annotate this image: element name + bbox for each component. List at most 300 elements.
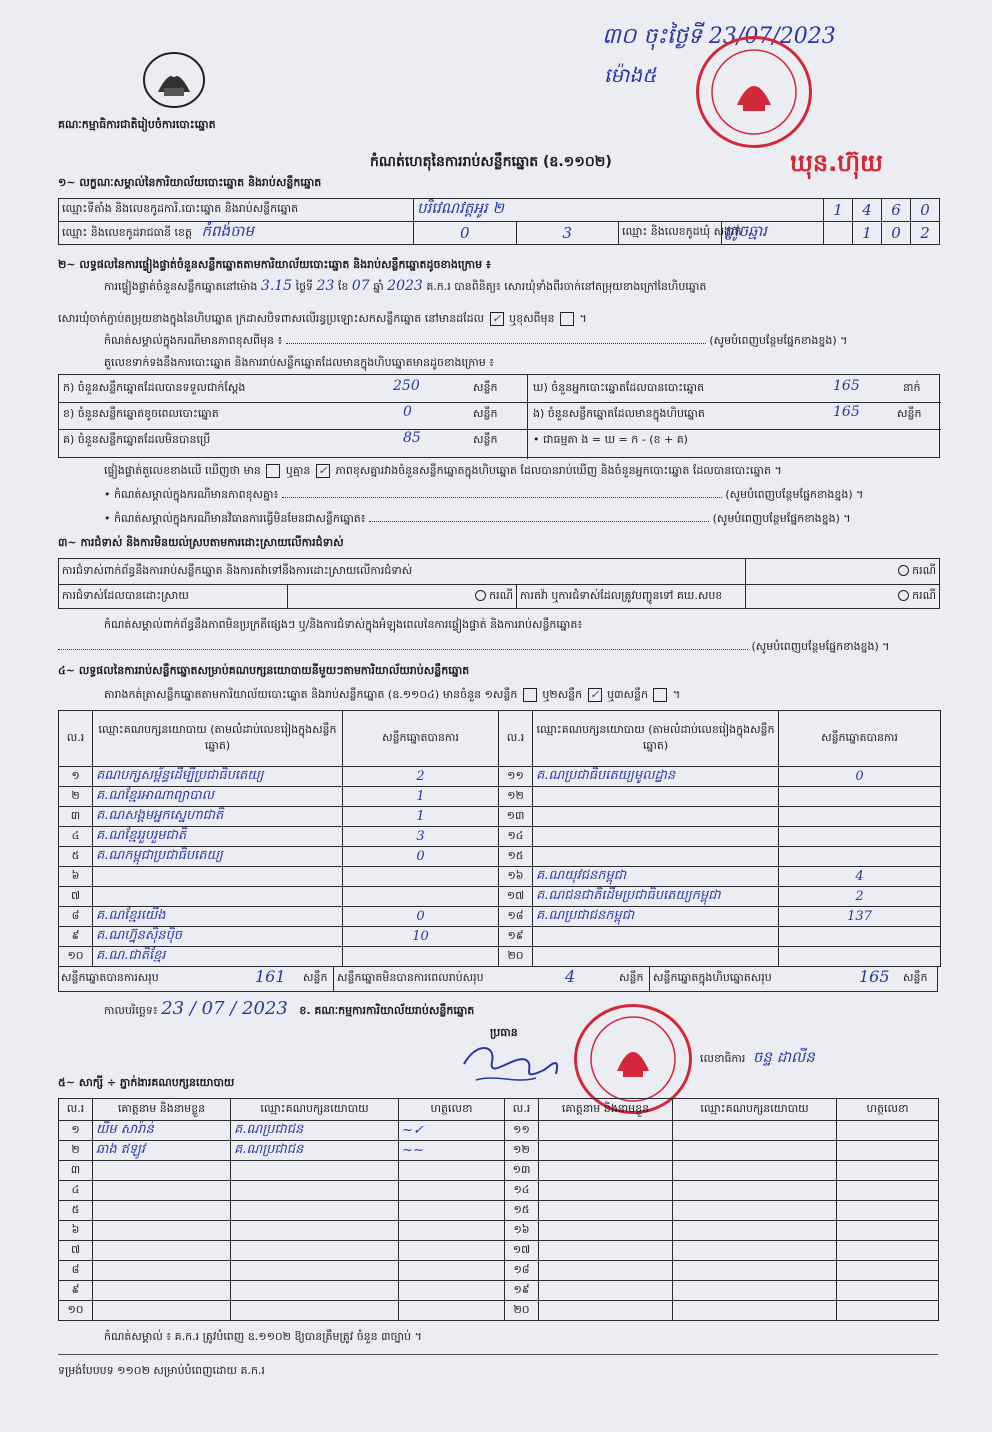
footer-rule	[58, 1354, 938, 1355]
witness-name	[93, 1161, 231, 1181]
row1-digit: 0	[911, 199, 940, 222]
witness-name	[539, 1221, 673, 1241]
row-no: ២	[59, 787, 93, 807]
party-name: គ.ណយុវជនកម្ពុជា	[533, 867, 779, 887]
party-name: គ.ណសង្គមអ្នកស្នេហាជាតិ	[93, 807, 343, 827]
top-handwritten-date: ៣០ ចុះថ្ងៃទី 23/07/2023	[602, 24, 836, 49]
forwarded-case-radio[interactable]	[898, 590, 909, 601]
chair-signature	[456, 1034, 566, 1090]
section2-title: ២~ លទ្ធផលនៃការផ្ទៀងផ្ទាត់ចំនួនសន្លឹកឆ្នោតតាមការិយាល័យបោះឆ្នោត និងរាប់សន្លឹកឆ្នោតដូចខាងក្រោម ៖	[58, 258, 491, 271]
witness-signature	[837, 1121, 939, 1141]
total-box: 165	[859, 967, 890, 986]
col-no: ល.រ	[499, 711, 533, 767]
col-no: ល.រ	[59, 711, 93, 767]
vote-count	[779, 847, 941, 867]
row2-empty-digit	[824, 222, 853, 245]
total-invalid: 4	[565, 967, 576, 986]
row2-label: ឈ្មោះ និងលេខកូដរាជធានី ខេត្ត	[62, 226, 192, 239]
unchanged-checkbox[interactable]: ✓	[490, 312, 504, 326]
row-no: ១១	[505, 1121, 539, 1141]
witness-party	[231, 1261, 399, 1281]
row-no: ១៣	[499, 807, 533, 827]
sheet2-label: ឬ២សន្លឹក	[542, 688, 583, 701]
table-row	[59, 927, 941, 947]
vote-count: 2	[779, 887, 941, 907]
date-value: 23 / 07 / 2023	[161, 998, 288, 1019]
vote-count: 137	[779, 907, 941, 927]
witness-name	[93, 1201, 231, 1221]
witness-signature	[837, 1261, 939, 1281]
witness-signature	[837, 1201, 939, 1221]
section3-note-line	[58, 640, 938, 656]
row-no: ១៤	[499, 827, 533, 847]
col-party: ឈ្មោះគណបក្សនយោបាយ	[673, 1099, 837, 1121]
witness-name	[539, 1281, 673, 1301]
sheet3-label: ឬ៣សន្លឹក	[607, 688, 648, 701]
section5-title: ៥~ សាក្សី ÷ ភ្នាក់ងារគណបក្សនយោបាយ	[58, 1076, 235, 1089]
line3-dots	[286, 343, 706, 344]
table-row	[59, 807, 941, 827]
witness-name: យិម សារ៉ាន់	[93, 1121, 231, 1141]
vote-count	[779, 807, 941, 827]
row2-digit: 0	[414, 222, 517, 245]
vote-count	[343, 867, 499, 887]
official-stamp-top	[696, 36, 812, 148]
col-party: ឈ្មោះគណបក្សនយោបាយ	[231, 1099, 399, 1121]
sheet3-checkbox[interactable]	[653, 688, 667, 702]
tally-formula: • ជាធម្មតា ង = ឃ = ក - (ខ + គ)	[533, 433, 688, 446]
section3-note: កំណត់សម្គាល់ពាក់ព័ន្ធនឹងភាពមិនប្រក្រតីផ្សេងៗ ឬ/និងការជំទាស់ក្នុងអំឡុងពេលនៃការផ្ទៀងផ្ទាត់ និងការរាប់សន្លឹកឆ្នោត៖	[104, 618, 583, 631]
row2-digit: 0	[882, 222, 911, 245]
row-no: ១៩	[499, 927, 533, 947]
witness-signature	[837, 1241, 939, 1261]
vote-count: 1	[343, 807, 499, 827]
witness-signature	[837, 1181, 939, 1201]
witness-name	[539, 1141, 673, 1161]
unit: សន្លឹក	[903, 971, 928, 984]
table-row	[59, 827, 941, 847]
case-label: ករណី	[489, 588, 513, 602]
tally-label: គ) ចំនួនសន្លឹកឆ្នោតដែលមិនបានប្រើ	[63, 433, 211, 446]
vote-count: 0	[343, 847, 499, 867]
table-row	[59, 1121, 939, 1141]
table-row	[59, 907, 941, 927]
vote-count: 1	[343, 787, 499, 807]
results-table	[58, 710, 941, 967]
witness-party	[673, 1301, 837, 1321]
tally-label: ក) ចំនួនសន្លឹកឆ្នោតដែលបានទទួលជាក់ស្ដែង	[63, 381, 246, 394]
count-day: 23	[316, 278, 335, 294]
compare-text-a: ផ្ទៀងផ្ទាត់តួលេខខាងលើ ឃើញថា មាន	[104, 464, 261, 477]
witness-party	[231, 1221, 399, 1241]
witness-party	[231, 1281, 399, 1301]
date-line	[104, 998, 474, 1020]
vote-count	[779, 927, 941, 947]
row2-digit: 2	[911, 222, 940, 245]
top-handwritten-time: ម៉ោង៥	[604, 63, 657, 87]
changed-checkbox[interactable]	[560, 312, 574, 326]
witness-name	[93, 1261, 231, 1281]
witness-name	[539, 1241, 673, 1261]
witness-party	[673, 1261, 837, 1281]
party-name: គ.ណហ្វ៊ុនស៊ិនប៉ិច	[93, 927, 343, 947]
table-row	[59, 1281, 939, 1301]
vote-count	[779, 787, 941, 807]
tally-unit: សន្លឹក	[897, 407, 922, 420]
line1-text-a: ការផ្ទៀងផ្ទាត់ចំនួនសន្លឹកឆ្នោតនៅម៉ោង	[104, 280, 258, 293]
tally-row-a	[63, 378, 499, 397]
row2-label2: ឈ្មោះ និងលេខកូដឃុំ សង្កាត់	[619, 222, 722, 245]
table-row	[59, 867, 941, 887]
row-no: ១៥	[505, 1201, 539, 1221]
section1-grid	[58, 198, 940, 240]
row-no: ១៨	[499, 907, 533, 927]
row2-digit: 3	[516, 222, 619, 245]
objection-row1-label: ការជំទាស់ពាក់ព័ន្ធនឹងការរាប់សន្លឹកឆ្នោត និងការតវ៉ាទៅនឹងការដោះស្រាយលើការជំទាស់	[59, 559, 746, 585]
row-no: ២០	[499, 947, 533, 967]
witness-name	[93, 1181, 231, 1201]
witness-signature	[399, 1201, 505, 1221]
party-name	[533, 847, 779, 867]
row1-digit: 1	[824, 199, 853, 222]
row-no: ៣	[59, 807, 93, 827]
witness-name	[93, 1301, 231, 1321]
col-no: ល.រ	[59, 1099, 93, 1121]
tally-row-e	[533, 404, 937, 423]
table-row	[59, 1201, 939, 1221]
row-no: ១១	[499, 767, 533, 787]
count-month: 07	[351, 278, 370, 294]
total-box-label: សន្លឹកឆ្នោតក្នុងហិបឆ្នោតសរុប	[653, 971, 772, 984]
row2-value: កំពង់ចាម	[201, 222, 254, 240]
row-no: ៤	[59, 1181, 93, 1201]
secretary-label: លេខាធិការ	[700, 1052, 746, 1065]
row-no: ១៩	[505, 1281, 539, 1301]
witness-party	[673, 1221, 837, 1241]
objection-case-radio[interactable]	[898, 565, 909, 576]
section3-title: ៣~ ការជំទាស់ និងការមិនយល់ស្របតាមការដោះស្រាយលើការជំទាស់	[58, 536, 344, 549]
vote-count	[343, 947, 499, 967]
row-no: ៩	[59, 927, 93, 947]
section2-line1	[104, 278, 944, 296]
party-name: គណបក្សសម្ព័ន្ធដើម្បីប្រជាធិបតេយ្យ	[93, 767, 343, 787]
section2-line4: តួលេខទាក់ទងនឹងការបោះឆ្នោត និងការរាប់សន្លឹកឆ្នោតដែលមានក្នុងហិបឆ្នោតមានដូចខាងក្រោម ៖	[104, 356, 495, 369]
party-name	[533, 947, 779, 967]
row-no: ៥	[59, 1201, 93, 1221]
vote-count: 2	[343, 767, 499, 787]
note1-text: • កំណត់សម្គាល់ក្នុងករណីមានភាពខុសគ្នា៖	[104, 488, 279, 501]
col-name: គោត្តនាម និងនាមខ្លួន	[93, 1099, 231, 1121]
row1-label: ឈ្មោះទីតាំង និងលេខកូដការិ.បោះឆ្នោត និងរាប់សន្លឹកឆ្នោត	[59, 199, 414, 222]
table-row	[59, 1141, 939, 1161]
note3-dots	[58, 649, 748, 650]
note-difference	[104, 488, 940, 504]
row2-digit: 1	[853, 222, 882, 245]
committee-label: ខ. គណៈកម្មការការិយាល័យរាប់សន្លឹកឆ្នោត	[299, 1004, 475, 1017]
row-no: ១០	[59, 1301, 93, 1321]
unit: សន្លឹក	[303, 971, 328, 984]
table-row	[59, 787, 941, 807]
tally-label: ខ) ចំនួនសន្លឹកឆ្នោតខូចពេលបោះឆ្នោត	[63, 407, 219, 420]
table-row	[59, 767, 941, 787]
row-no: ១៨	[505, 1261, 539, 1281]
tally-label: ឃ) ចំនួនអ្នកបោះឆ្នោតដែលបានបោះឆ្នោត	[533, 381, 705, 394]
witness-party	[673, 1141, 837, 1161]
row-no: ៦	[59, 1221, 93, 1241]
party-name	[93, 867, 343, 887]
note1-dots	[282, 497, 722, 498]
row1-value: បរិវេណវត្តអូរ ២	[414, 199, 824, 222]
date-label: កាលបរិច្ឆេទ៖	[104, 1004, 158, 1017]
witness-signature	[837, 1161, 939, 1181]
witness-name	[539, 1121, 673, 1141]
tally-unit: សន្លឹក	[473, 433, 498, 446]
form-title: កំណត់ហេតុនៃការរាប់សន្លឹកឆ្នោត (ឧ.១១០២)	[370, 154, 612, 170]
tally-divider	[527, 375, 528, 459]
witness-name	[93, 1241, 231, 1261]
witness-party	[231, 1301, 399, 1321]
row-no: ១៥	[499, 847, 533, 867]
fill-note: (សូមបំពេញបន្ថែមផ្នែកខាងខ្នង) ។	[725, 488, 864, 501]
no-difference-checkbox[interactable]: ✓	[316, 464, 330, 478]
count-time: 3.15	[260, 278, 293, 294]
case-label: ករណី	[912, 588, 936, 602]
table-row	[59, 1181, 939, 1201]
totals-row	[58, 966, 938, 992]
fill-note: (សូមបំពេញបន្ថែមផ្នែកខាងខ្នង) ។	[712, 512, 851, 525]
witness-party	[231, 1181, 399, 1201]
party-name	[93, 887, 343, 907]
line1-text-c: ខែ	[337, 280, 349, 293]
witness-table	[58, 1098, 939, 1321]
col-name: គោត្តនាម និងនាមខ្លួន	[539, 1099, 673, 1121]
col-no: ល.រ	[505, 1099, 539, 1121]
section4-subtitle: តារាងកត់ត្រាសន្លឹកឆ្នោតតាមការិយាល័យបោះឆ្នោត និងរាប់សន្លឹកឆ្នោត (ឧ.១១០៤) មានចំនួន ១សន្លឹក ឬ២សន្លឹក ✓ ឬ៣សន្លឹក ។	[104, 688, 681, 701]
total-valid: 161	[255, 967, 286, 986]
col-votes: សន្លឹកឆ្នោតបានការ	[343, 711, 499, 767]
table-row	[59, 1221, 939, 1241]
row-no: ១	[59, 767, 93, 787]
line1-text-b: ថ្ងៃទី	[295, 280, 314, 293]
row-no: ២០	[505, 1301, 539, 1321]
witness-party	[231, 1201, 399, 1221]
vote-count	[343, 887, 499, 907]
table-row	[59, 887, 941, 907]
party-name: គ.ណខ្មែរអាណាព្យាបាល	[93, 787, 343, 807]
row-no: ៨	[59, 907, 93, 927]
tally-unit: សន្លឹក	[473, 381, 498, 394]
tally-value: 250	[393, 378, 420, 394]
col-sign: ហត្ថលេខា	[837, 1099, 939, 1121]
section1-title: ១~ លក្ខណៈសម្គាល់នៃការិយាល័យបោះឆ្នោត និងរាប់សន្លឹកឆ្នោត	[58, 176, 322, 189]
tally-value: 165	[833, 404, 860, 420]
row-no: ១៧	[499, 887, 533, 907]
tally-value: 0	[403, 404, 412, 420]
col-votes: សន្លឹកឆ្នោតបានការ	[779, 711, 941, 767]
sheet1-checkbox[interactable]	[523, 688, 537, 702]
witness-party	[231, 1241, 399, 1261]
tally-rule	[59, 429, 941, 430]
tally-row-d	[533, 378, 937, 397]
tally-rule	[59, 402, 941, 403]
table-row	[59, 1161, 939, 1181]
tally-unit: សន្លឹក	[473, 407, 498, 420]
party-name	[533, 807, 779, 827]
vote-count	[779, 947, 941, 967]
case-label: ករណី	[912, 563, 936, 577]
party-name: គ.ណប្រជាជនកម្ពុជា	[533, 907, 779, 927]
objection-row2-label: ការជំទាស់ដែលបានដោះស្រាយ	[59, 585, 288, 609]
witness-signature: ~~	[399, 1141, 505, 1161]
nec-emblem	[138, 48, 210, 112]
witness-name	[539, 1161, 673, 1181]
section2-line3	[104, 334, 938, 350]
witness-name	[539, 1201, 673, 1221]
note2-text: • កំណត់សម្គាល់ក្នុងករណីមានវិធានការធ្វើមិនមែនជាសន្លឹកឆ្នោត៖	[104, 512, 366, 525]
witness-signature	[399, 1221, 505, 1241]
sheet2-checkbox[interactable]: ✓	[588, 688, 602, 702]
witness-signature	[837, 1281, 939, 1301]
tally-value: 85	[403, 430, 421, 446]
row-no: ១២	[499, 787, 533, 807]
compare-text-b: ឬគ្មាន	[285, 464, 311, 477]
table-row	[59, 1261, 939, 1281]
party-name	[533, 787, 779, 807]
row-no: ១០	[59, 947, 93, 967]
row1-digit: 4	[853, 199, 882, 222]
has-difference-checkbox[interactable]	[266, 464, 280, 478]
witness-name	[539, 1261, 673, 1281]
vote-count: 3	[343, 827, 499, 847]
party-name: គ.ណជនជាតិដើមប្រជាធិបតេយ្យកម្ពុជា	[533, 887, 779, 907]
row-no: ៦	[59, 867, 93, 887]
fill-note: (សូមបំពេញបន្ថែមផ្នែកខាងខ្នង) ។	[709, 334, 848, 347]
note2-dots	[369, 521, 709, 522]
party-name: គ.ណខ្មែររួបរួមជាតិ	[93, 827, 343, 847]
top-signature-name: ឃុន.ហ៊ុយ	[790, 149, 883, 177]
table-row	[59, 1301, 939, 1321]
tally-row-c	[63, 430, 499, 449]
row-no: ១៧	[505, 1241, 539, 1261]
party-name: គ.ណប្រជាធិបតេយ្យមូលដ្ឋាន	[533, 767, 779, 787]
witness-signature: ~✓	[399, 1121, 505, 1141]
tally-unit: នាក់	[903, 381, 921, 394]
totals-divider	[649, 967, 650, 991]
party-name: គ.ណ.ជាតិខ្មែរ	[93, 947, 343, 967]
tally-box	[58, 374, 940, 458]
section4-title: ៤~ លទ្ធផលនៃការរាប់សន្លឹកឆ្នោតសម្រាប់គណបក្សនយោបាយនីមួយៗតាមការិយាល័យរាប់សន្លឹកឆ្នោត	[58, 664, 470, 677]
witness-party	[673, 1281, 837, 1301]
objection-row2-label-b: ការតវ៉ា ឬការជំទាស់ដែលត្រូវបញ្ជូនទៅ គឃ.សបខ	[517, 585, 746, 609]
row-no: ១៦	[499, 867, 533, 887]
row-no: ២	[59, 1141, 93, 1161]
compare-text-c: ភាពខុសគ្នារវាងចំនួនសន្លឹកឆ្នោតក្នុងហិបឆ្នោត ដែលបានរាប់ឃើញ និងចំនួនអ្នកបោះឆ្នោត ដែលបានបោះឆ្នោត ។	[335, 464, 782, 477]
footer-note: កំណត់សម្គាល់ ៖ គ.ក.រ ត្រូវបំពេញ ឧ.១១០២ ឱ្យបានត្រឹមត្រូវ ចំនួន ៣ច្បាប់ ។	[104, 1330, 422, 1343]
unit: សន្លឹក	[619, 971, 644, 984]
witness-signature	[399, 1281, 505, 1301]
tally-value: 165	[833, 378, 860, 394]
vote-count: 10	[343, 927, 499, 947]
witness-signature	[399, 1261, 505, 1281]
total-valid-label: សន្លឹកឆ្នោតបានការសរុប	[61, 971, 159, 984]
witness-name	[93, 1281, 231, 1301]
row-no: ៩	[59, 1281, 93, 1301]
row-no: ១៤	[505, 1181, 539, 1201]
row1-digit: 6	[882, 199, 911, 222]
count-year: 2023	[387, 278, 423, 294]
party-name	[533, 927, 779, 947]
vote-count: 0	[779, 767, 941, 787]
line2-text: សោរឃុំចាក់ភ្ជាប់តម្រុយខាងក្នុងនៃហិបឆ្នោត ក្រដាសបិទពាសលើរន្ធប្រឡោះសកសន្លឹកឆ្នោត នៅមានដដែល	[58, 312, 485, 325]
witness-party	[673, 1201, 837, 1221]
witness-party	[231, 1161, 399, 1181]
row-no: ៧	[59, 1241, 93, 1261]
row-no: ៤	[59, 827, 93, 847]
line3-text: កំណត់សម្គាល់ក្នុងករណីមានភាពខុសពីមុន ៖	[104, 334, 283, 347]
compare-line	[104, 464, 940, 480]
witness-signature	[837, 1221, 939, 1241]
line1-text-d: ឆ្នាំ	[373, 280, 384, 293]
witness-party: គ.ណប្រជាជន	[231, 1141, 399, 1161]
witness-party	[673, 1181, 837, 1201]
row2-value2: ក្រូចឆ្មារ	[721, 222, 824, 245]
witness-name	[539, 1301, 673, 1321]
col-sign: ហត្ថលេខា	[399, 1099, 505, 1121]
totals-divider	[333, 967, 334, 991]
line1-text-e: គ.ក.រ បានពិនិត្យ៖ សោរឃុំទាំងពីរចាក់នៅតម្រុយខាងក្រៅនៃហិបឆ្នោត	[426, 280, 707, 293]
changed-label: ឬខុសពីមុន	[509, 312, 555, 325]
witness-name	[539, 1181, 673, 1201]
row-no: ១៦	[505, 1221, 539, 1241]
resolved-case-radio[interactable]	[475, 590, 486, 601]
tally-row-b	[63, 404, 499, 423]
witness-signature	[399, 1241, 505, 1261]
fill-note: (សូមបំពេញបន្ថែមផ្នែកខាងខ្នង) ។	[751, 640, 890, 653]
witness-signature	[399, 1161, 505, 1181]
row-no: ១	[59, 1121, 93, 1141]
vote-count: 0	[343, 907, 499, 927]
total-invalid-label: សន្លឹកឆ្នោតមិនបានការពេលរាប់សរុប	[337, 971, 484, 984]
secretary-name: ចន្ទ ដាលីន	[752, 1048, 815, 1066]
row-no: ១៣	[505, 1161, 539, 1181]
footer-bottom: ទម្រង់បែបបទ ១១០២ សម្រាប់បំពេញដោយ គ.ក.រ	[58, 1364, 265, 1377]
witness-party	[673, 1121, 837, 1141]
row-no: ១២	[505, 1141, 539, 1161]
witness-signature	[399, 1301, 505, 1321]
party-name: គ.ណខ្មែរយើង	[93, 907, 343, 927]
subtitle-text: តារាងកត់ត្រាសន្លឹកឆ្នោតតាមការិយាល័យបោះឆ្នោត និងរាប់សន្លឹកឆ្នោត (ឧ.១១០៤) មានចំនួន ១សន្លឹក	[104, 688, 518, 701]
witness-signature	[399, 1181, 505, 1201]
row-no: ៥	[59, 847, 93, 867]
witness-party	[673, 1241, 837, 1261]
row-no: ៣	[59, 1161, 93, 1181]
org-name: គណៈកម្មាធិការជាតិរៀបចំការបោះឆ្នោត	[58, 118, 216, 131]
party-name: គ.ណកម្ពុជាប្រជាធិបតេយ្យ	[93, 847, 343, 867]
section2-line2: សោរឃុំចាក់ភ្ជាប់តម្រុយខាងក្នុងនៃហិបឆ្នោត ក្រដាសបិទពាសលើរន្ធប្រឡោះសកសន្លឹកឆ្នោត នៅមានដដែល ✓ ឬខុសពីមុន ។	[58, 312, 587, 325]
vote-count: 4	[779, 867, 941, 887]
note-invalid	[104, 512, 940, 528]
party-name	[533, 827, 779, 847]
witness-party	[673, 1161, 837, 1181]
col-party: ឈ្មោះគណបក្សនយោបាយ (តាមលំដាប់លេខរៀងក្នុងសន្លឹកឆ្នោត)	[533, 711, 779, 767]
witness-name	[93, 1221, 231, 1241]
secretary-line	[700, 1048, 815, 1070]
row-no: ៧	[59, 887, 93, 907]
witness-signature	[837, 1301, 939, 1321]
objection-table	[58, 558, 940, 609]
chair-label: ប្រធាន	[490, 1026, 518, 1039]
table-row	[59, 947, 941, 967]
